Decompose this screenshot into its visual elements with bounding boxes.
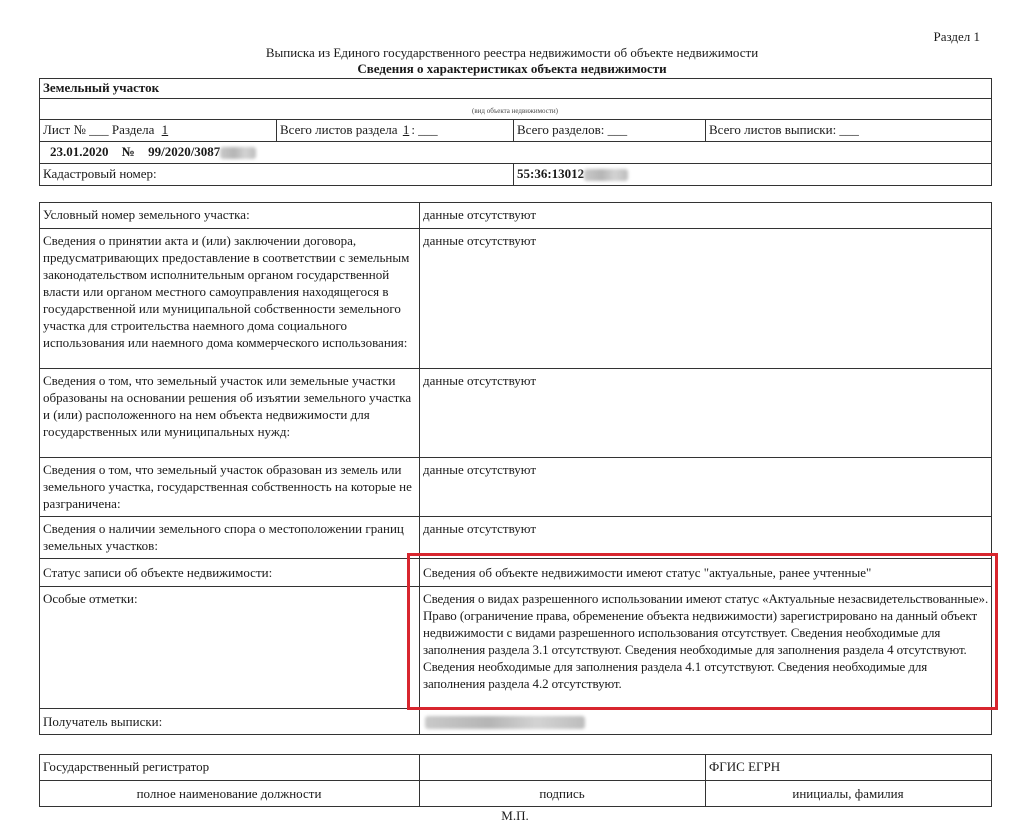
sheet-number: Лист № ___ Раздела 1 <box>43 122 169 137</box>
initials-caption: инициалы, фамилия <box>792 786 904 801</box>
row-value-seizure: данные отсутствуют <box>423 373 537 388</box>
row-value-recipient <box>425 713 585 729</box>
cadastral-label: Кадастровый номер: <box>43 166 157 181</box>
system-name: ФГИС ЕГРН <box>709 759 781 774</box>
row-value-land-dispute: данные отсутствуют <box>423 521 537 536</box>
object-type: Земельный участок <box>43 80 160 95</box>
row-value-act-contract: данные отсутствуют <box>423 233 537 248</box>
section-label: Раздел 1 <box>933 29 980 44</box>
total-sections: Всего разделов: ___ <box>517 122 628 137</box>
total-sheets-section: Всего листов раздела 1 : ___ <box>280 122 438 137</box>
cadastral-number: 55:36:13012 <box>517 166 628 182</box>
extract-date-number: 23.01.2020 № 99/2020/3087 <box>50 144 256 160</box>
signature-caption: подпись <box>539 786 585 801</box>
row-value-undivided-property: данные отсутствуют <box>423 462 537 477</box>
document-title: Выписка из Единого государственного реестра недвижимости об объекте недвижимости <box>265 45 759 60</box>
stamp-label: М.П. <box>501 808 529 823</box>
row-label-conditional-number: Условный номер земельного участка: <box>43 207 250 222</box>
row-label-record-status: Статус записи об объекте недвижимости: <box>43 565 273 580</box>
row-value-record-status: Сведения об объекте недвижимости имеют статус "актуальные, ранее учтенные" <box>423 565 872 580</box>
row-value-conditional-number: данные отсутствуют <box>423 207 537 222</box>
position-caption: полное наименование должности <box>136 786 322 801</box>
row-label-special-notes: Особые отметки: <box>43 591 138 606</box>
registrar-label: Государственный регистратор <box>43 759 210 774</box>
total-extract-sheets: Всего листов выписки: ___ <box>709 122 859 137</box>
object-type-caption: (вид объекта недвижимости) <box>472 107 558 115</box>
highlight-box <box>407 553 998 710</box>
row-value-special-notes: Сведения о видах разрешенного использовании имеют статус «Актуальные незасвидетельствованные». Право (ограничение права, обременение объекта недвижимости) зарегистрировано на данный объект недвижимости с видами разрешенного использования отсутствует. Сведения необходимые для заполнения раздела 3.1 отсутствуют. Сведения необходимые для заполнения раздела 4 отсутствуют. Сведения необходимые для заполнения раздела 4.1 отсутствуют. Сведения необходимые для заполнения раздела 4.2 отсутствуют. <box>423 591 989 691</box>
row-label-undivided-property: Сведения о том, что земельный участок образован из земель или земельного участка, государственная собственность на которые не разграничена: <box>43 462 412 511</box>
row-label-land-dispute: Сведения о наличии земельного спора о местоположении границ земельных участков: <box>43 521 404 553</box>
row-label-act-contract: Сведения о принятии акта и (или) заключении договора, предусматривающих предоставление в соответствии с земельным законодательством исполнительным органом государственной власти или органом местного самоуправления находящегося в государственной или муниципальной собственности земельного участка для строительства наемного дома социального использования или наемного дома коммерческого использования: <box>43 233 410 350</box>
row-label-recipient: Получатель выписки: <box>43 714 163 729</box>
document-subtitle: Сведения о характеристиках объекта недвижимости <box>357 61 667 76</box>
row-label-seizure: Сведения о том, что земельный участок или земельные участки образованы на основании решения об изъятии земельного участка и (или) расположенного на нем объекта недвижимости для государственных или муниципальных нужд: <box>43 373 412 439</box>
